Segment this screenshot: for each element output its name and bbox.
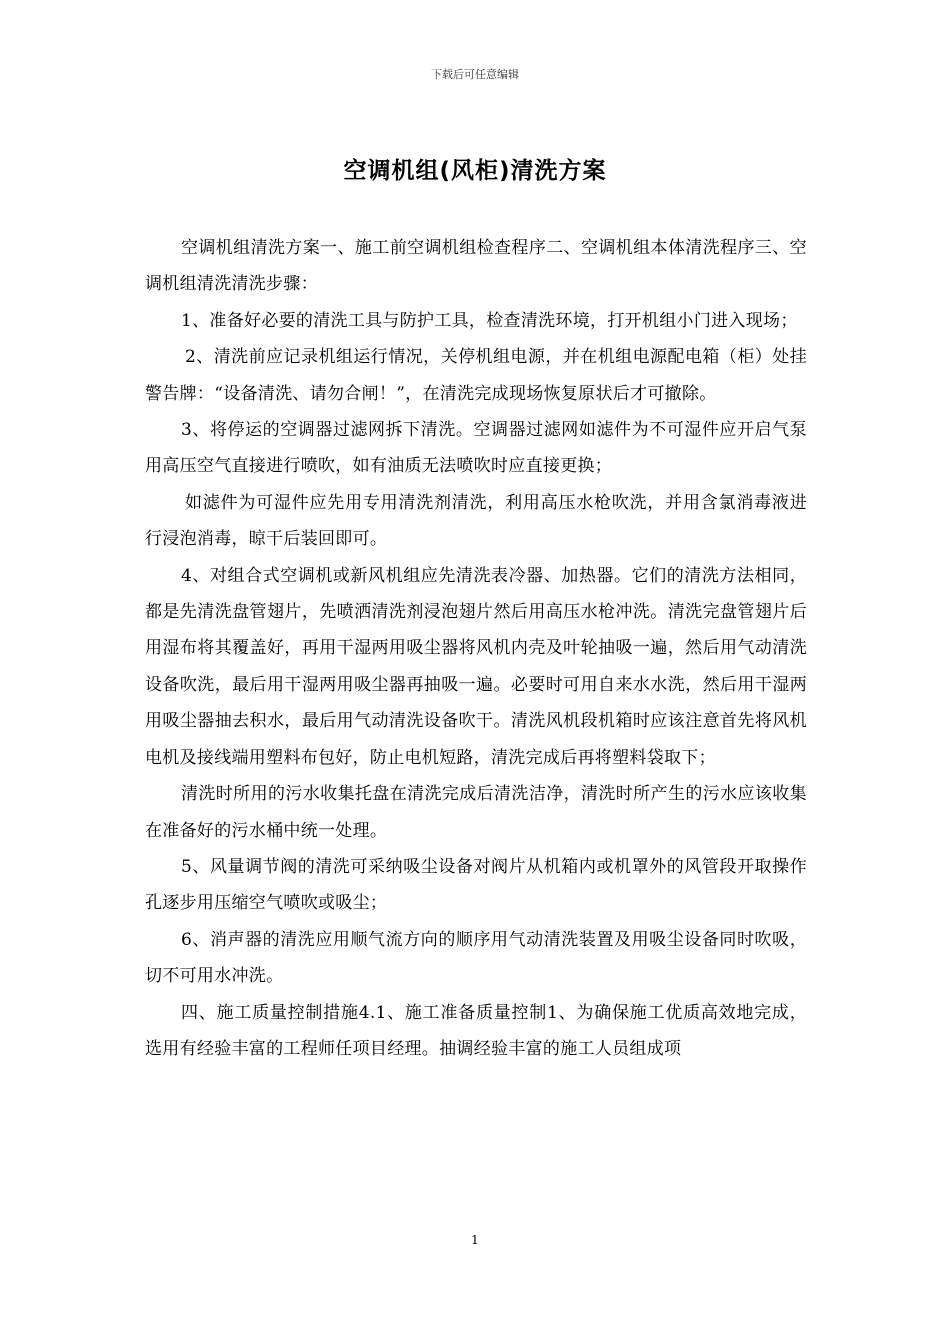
paragraph-step-5: 5、风量调节阀的清洗可采纳吸尘设备对阀片从机箱内或机罩外的风管段开取操作孔逐步用压缩空气喷吹或吸尘； (145, 856, 807, 914)
paragraph-step-6: 6、消声器的清洗应用顺气流方向的顺序用气动清洗装置及用吸尘设备同时吹吸，切不可用水冲洗。 (145, 929, 807, 987)
paragraph-step-2: 2、清洗前应记录机组运行情况，关停机组电源，并在机组电源配电箱（柜）处挂警告牌：“设备清洗、请勿合闸！”，在清洗完成现场恢复原状后才可撤除。 (145, 347, 807, 404)
paragraph-quality-control: 四、施工质量控制措施4.1、施工准备质量控制1、为确保施工优质高效地完成，选用有经验丰富的工程师任项目经理。抽调经验丰富的施工人员组成项 (145, 1002, 807, 1059)
paragraph-step-4: 4、对组合式空调机或新风机组应先清洗表冷器、加热器。它们的清洗方法相同，都是先清洗盘管翅片，先喷洒清洗剂浸泡翅片然后用高压水枪冲洗。清洗完盘管翅片后用湿布将其覆盖好，再用干湿两用吸尘器将风机内壳及叶轮抽吸一遍，然后用气动清洗设备吹洗，最后用干湿两用吸尘器再抽吸一遍。必要时可用自来水水洗，然后用干湿两用吸尘器抽去积水，最后用气动清洗设备吹干。清洗风机段机箱时应该注意首先将风机电机及接线端用塑料布包好，防止电机短路，清洗完成后再将塑料袋取下； (145, 565, 807, 768)
paragraph-step-4-sewage: 清洗时所用的污水收集托盘在清洗完成后清洗洁净，清洗时所产生的污水应该收集在准备好的污水桶中统一处理。 (145, 784, 807, 841)
page-number: 1 (471, 1233, 479, 1247)
paragraph-intro: 空调机组清洗方案一、施工前空调机组检查程序二、空调机组本体清洗程序三、空调机组清洗清洗步骤： (145, 238, 807, 295)
document-title: 空调机组(风柜)清洗方案 (343, 158, 607, 184)
paragraph-step-3: 3、将停运的空调器过滤网拆下清洗。空调器过滤网如滤件为不可湿件应开启气泵用高压空气直接进行喷吹，如有油质无法喷吹时应直接更换； (145, 420, 807, 477)
page-header-note: 下载后可任意编辑 (431, 68, 519, 81)
paragraph-step-3-wet-filter: 如滤件为可湿件应先用专用清洗剂清洗，利用高压水枪吹洗，并用含氯消毒液进行浸泡消毒，晾干后装回即可。 (145, 492, 807, 550)
paragraph-step-1: 1、准备好必要的清洗工具与防护工具，检查清洗环境，打开机组小门进入现场； (181, 310, 798, 331)
document-body (145, 230, 807, 1067)
